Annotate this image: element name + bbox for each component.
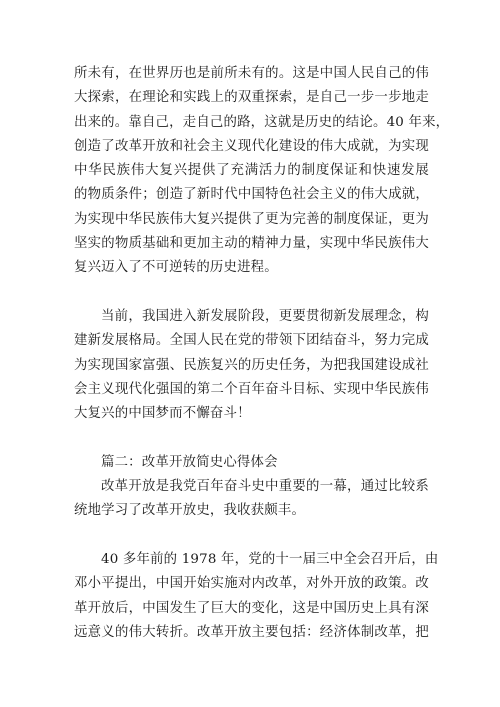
text-line: 坚实的物质基础和更加主动的精神力量，实现中华民族伟大 <box>74 236 429 252</box>
text-line: 40 多年前的 1978 年，党的十一届三中全会召开后，由 <box>101 551 439 567</box>
text-line: 的物质条件；创造了新时代中国特色社会主义的伟大成就， <box>74 187 429 203</box>
text-line: 为实现国家富强、民族复兴的历史任务，为把我国建设成社 <box>74 357 429 373</box>
document-page <box>74 62 450 645</box>
paragraph-4 <box>74 548 439 645</box>
text-line: 复兴迈入了不可逆转的历史进程。 <box>74 260 278 276</box>
text-line: 改革开放是我党百年奋斗史中重要的一幕，通过比较系 <box>101 479 429 495</box>
paragraph-3 <box>74 451 429 524</box>
text-line: 所未有，在世界历也是前所未有的。这是中国人民自己的伟 <box>74 66 429 81</box>
text-line: 为实现中华民族伟大复兴提供了更为完善的制度保证，更为 <box>74 211 429 227</box>
text-line: 建新发展格局。全国人民在党的带领下团结奋斗，努力完成 <box>74 333 429 349</box>
text-line: 当前，我国进入新发展阶段，更要贯彻新发展理念，构 <box>101 308 429 324</box>
text-line: 远意义的伟大转折。改革开放主要包括：经济体制改革，把 <box>74 624 429 640</box>
text-line: 革开放后，中国发生了巨大的变化，这是中国历史上具有深 <box>74 600 429 616</box>
paragraph-gap <box>74 524 429 548</box>
text-line: 邓小平提出，中国开始实施对内改革，对外开放的政策。改 <box>74 576 429 592</box>
paragraph-gap <box>74 281 429 305</box>
text-line: 大复兴的中国梦而不懈奋斗！ <box>74 406 251 422</box>
text-line: 中华民族伟大复兴提供了充满活力的制度保证和快速发展 <box>74 163 429 179</box>
text-line: 出来的。靠自己，走自己的路，这就是历史的结论。40 年来， <box>74 114 450 130</box>
paragraph-gap <box>74 426 429 450</box>
text-line: 会主义现代化强国的第二个百年奋斗目标、实现中华民族伟 <box>74 381 429 397</box>
section-heading: 篇二：改革开放简史心得体会 <box>101 454 278 470</box>
text-line: 创造了改革开放和社会主义现代化建设的伟大成就，为实现 <box>74 138 429 154</box>
paragraph-2 <box>74 305 429 426</box>
paragraph-1 <box>74 62 450 281</box>
text-line: 统地学习了改革开放史，我收获颇丰。 <box>74 503 306 519</box>
text-line: 大探索，在理论和实践上的双重探索，是自己一步一步地走 <box>74 90 429 106</box>
